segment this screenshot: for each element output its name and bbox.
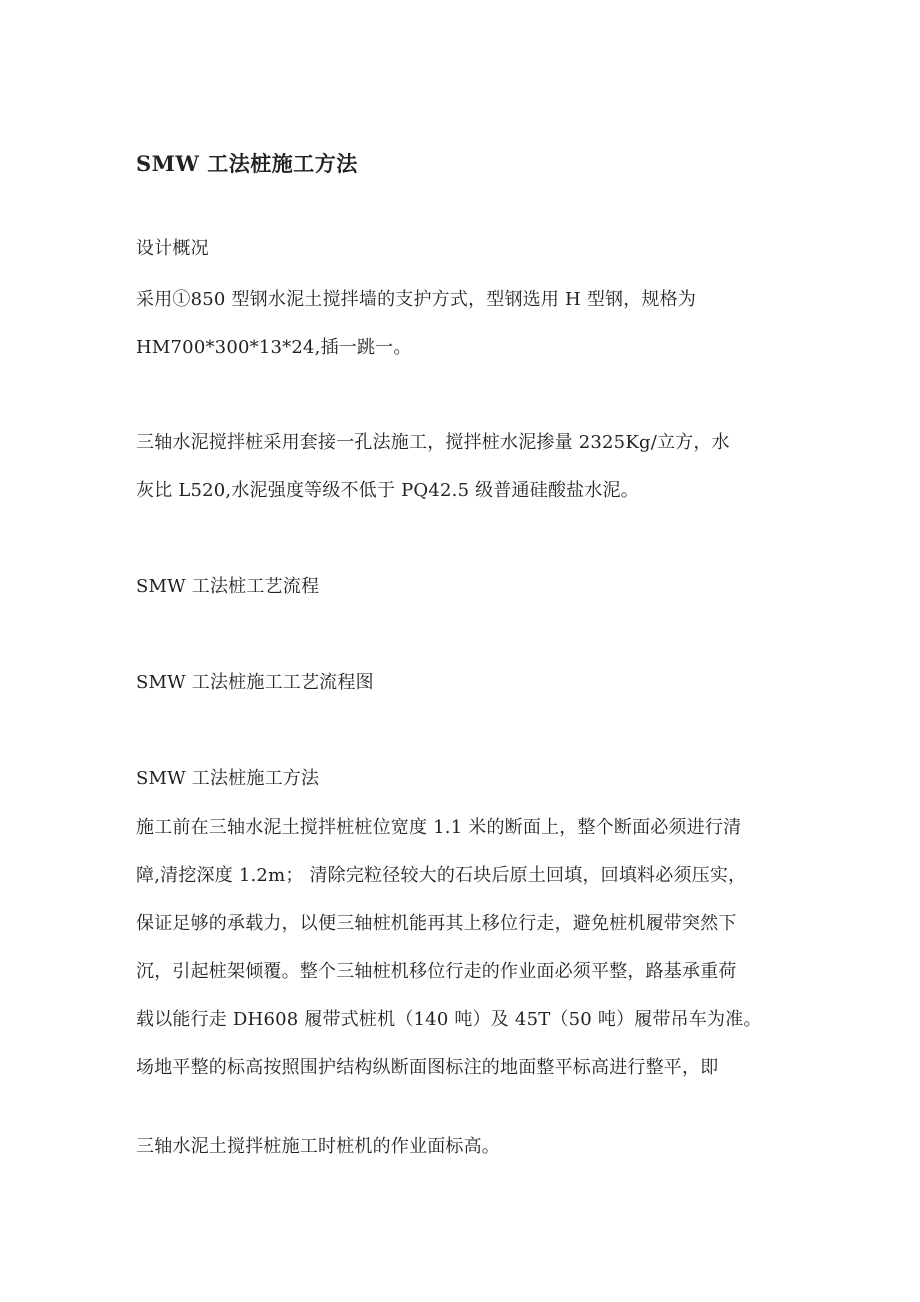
paragraph-line: 载以能行走 DH608 履带式桩机（140 吨）及 45T（50 吨）履带吊车为准。 [136,1009,762,1030]
document-title: SMW 工法桩施工方法 [136,151,358,176]
section-heading-design-overview: 设计概况 [136,238,209,259]
section-heading-process-flow-chart: SMW 工法桩施工工艺流程图 [136,672,374,693]
paragraph-line: 保证足够的承载力，以便三轴桩机能再其上移位行走，避免桩机履带突然下 [136,913,737,934]
paragraph-line: 三轴水泥土搅拌桩施工时桩机的作业面标高。 [136,1136,500,1157]
paragraph-line: 场地平整的标高按照围护结构纵断面图标注的地面整平标高进行整平，即 [136,1057,719,1078]
paragraph-line: 施工前在三轴水泥土搅拌桩桩位宽度 1.1 米的断面上，整个断面必须进行清 [136,817,742,838]
paragraph-line: 采用①850 型钢水泥土搅拌墙的支护方式，型钢选用 H 型钢，规格为 [136,289,697,310]
paragraph-line: 沉，引起桩架倾覆。整个三轴桩机移位行走的作业面必须平整，路基承重荷 [136,961,737,982]
section-heading-process-flow: SMW 工法桩工艺流程 [136,576,320,597]
paragraph-line: HM700*300*13*24,插一跳一。 [136,337,412,358]
paragraph-line: 三轴水泥搅拌桩采用套接一孔法施工，搅拌桩水泥掺量 2325Kg/立方，水 [136,432,730,453]
paragraph-line: 灰比 L520,水泥强度等级不低于 PQ42.5 级普通硅酸盐水泥。 [136,480,639,501]
paragraph-line: 障,清挖深度 1.2m； 清除完粒径较大的石块后原土回填，回填料必须压实， [136,865,747,886]
section-heading-construction-method: SMW 工法桩施工方法 [136,768,320,789]
